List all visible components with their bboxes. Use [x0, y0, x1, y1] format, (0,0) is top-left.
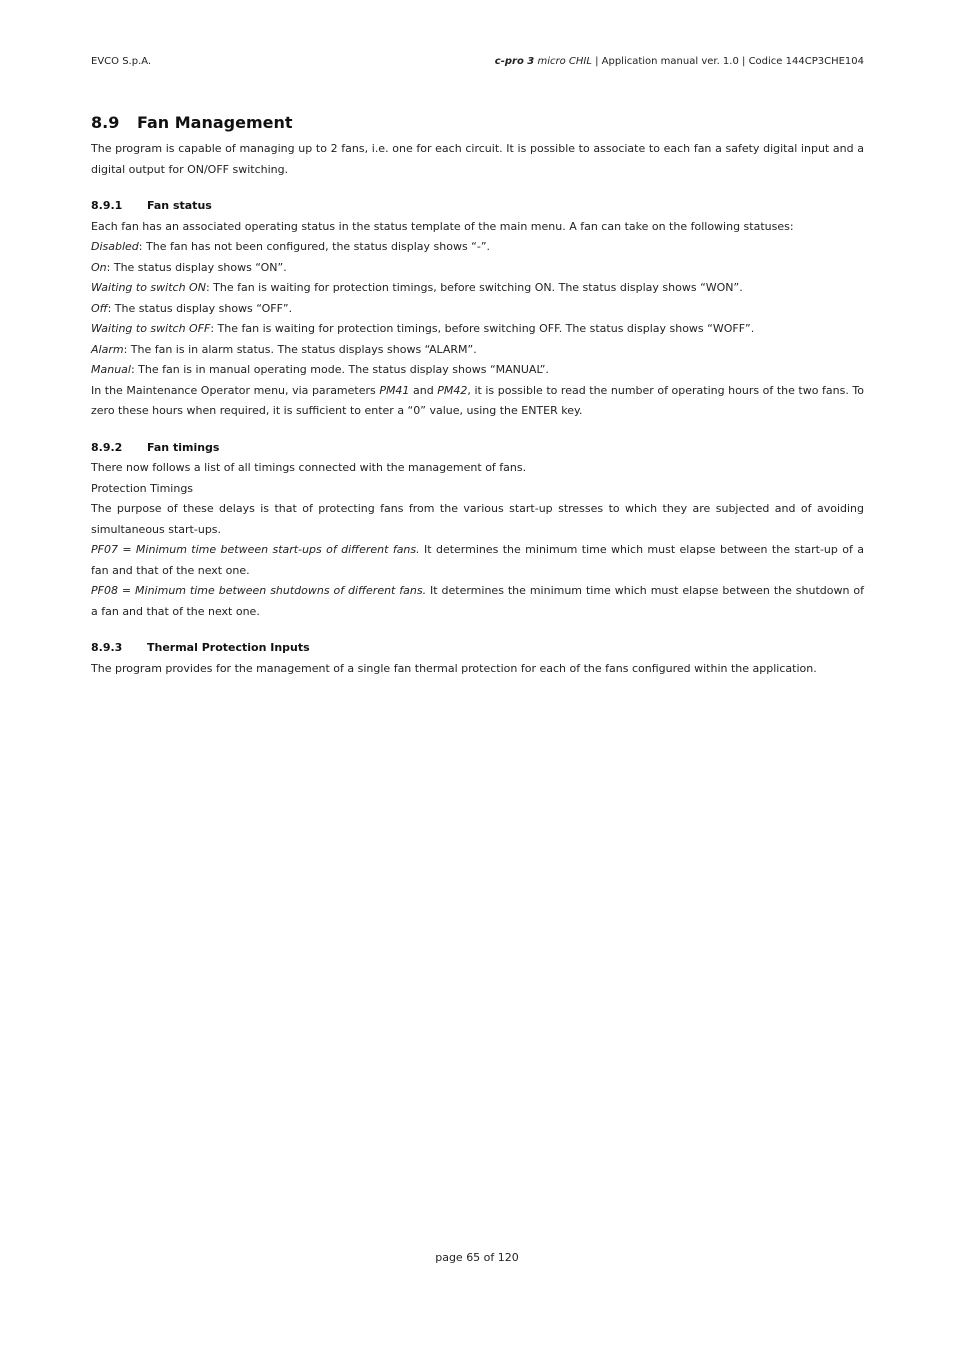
thermal-protection-text: The program provides for the management of a single fan thermal protection for each of the fans configured within the application.: [91, 661, 817, 675]
subsection-title: Thermal Protection Inputs: [147, 641, 310, 654]
subsection-number: 8.9.1: [91, 199, 123, 212]
fan-timings-intro: There now follows a list of all timings connected with the management of fans.: [91, 461, 527, 474]
subsection-number: 8.9.3: [91, 641, 123, 654]
status-desc: : The fan is waiting for protection timings, before switching OFF. The status display shows “WOFF”.: [210, 322, 755, 335]
status-item: [91, 360, 864, 381]
subsection-heading-thermal-protection: [91, 638, 864, 659]
protection-timings-desc: The purpose of these delays is that of protecting fans from the various start-up stresses to which they are subjected and of avoiding simultaneous start-ups.: [91, 502, 864, 536]
status-term: Off: [91, 301, 108, 315]
section-heading: [91, 113, 864, 133]
status-desc: : The fan is in manual operating mode. The status display shows “MANUAL”.: [130, 363, 549, 376]
protection-timings-label: Protection Timings: [91, 481, 194, 495]
status-term: Waiting to switch ON: [91, 281, 206, 294]
status-item: [91, 319, 864, 340]
parameter-pm41: PM41: [379, 383, 410, 397]
status-term: Alarm: [91, 342, 124, 356]
document-info: [495, 56, 864, 68]
subsection-heading-fan-status: [91, 196, 864, 217]
parameter-pm42: PM42: [437, 383, 468, 397]
status-item: [91, 258, 864, 279]
section-intro: The program is capable of managing up to 2 fans, i.e. one for each circuit. It is possible to associate to each fan a safety digital input and a digital output for ON/OFF switching.: [91, 142, 864, 176]
subsection-heading-fan-timings: [91, 438, 864, 459]
operating-hours-paragraph: In the Maintenance Operator menu, via parameters PM41 and PM42, it is possible to read the number of operating hours of the two fans. To zero these hours when required, it is sufficient to enter a “0” value, using the ENTER key.: [91, 383, 864, 417]
page-number: page 65 of 120: [435, 1251, 519, 1264]
status-item: [91, 299, 864, 320]
product-name-italic: micro CHIL: [537, 56, 592, 67]
status-item: [91, 340, 864, 361]
status-desc: : The status display shows “ON”.: [106, 260, 287, 274]
subsection-title: Fan status: [147, 199, 212, 212]
parameter-pf07: [91, 540, 864, 581]
parameter-term: PF08 = Minimum time between shutdowns of different fans.: [91, 584, 427, 597]
status-desc: : The status display shows “OFF”.: [107, 301, 293, 315]
subsection-title: Fan timings: [147, 440, 220, 454]
parameter-desc: It determines the minimum time which must elapse between the shutdown of a fan and that of the next one.: [91, 584, 864, 618]
parameter-term: PF07 = Minimum time between start-ups of different fans.: [91, 543, 420, 556]
status-term: Waiting to switch OFF: [91, 322, 211, 335]
parameter-desc: It determines the minimum time which must elapse between the start-up of a fan and that of the next one.: [91, 543, 864, 577]
status-desc: : The fan is waiting for protection timings, before switching ON. The status display shows “WON”.: [205, 281, 743, 294]
status-term: On: [91, 260, 107, 274]
section-number: 8.9: [91, 113, 120, 132]
status-term: Disabled: [91, 240, 139, 253]
parameter-pf08: [91, 581, 864, 622]
section-title: Fan Management: [137, 113, 293, 132]
subsection-number: 8.9.2: [91, 440, 123, 454]
product-name-bold: c-pro 3: [494, 56, 535, 67]
status-desc: : The fan is in alarm status. The status displays shows “ALARM”.: [123, 342, 477, 356]
page-content: [91, 113, 864, 679]
status-item: [91, 278, 864, 299]
fan-status-intro: Each fan has an associated operating status in the status template of the main menu. A fan can take on the following statuses:: [91, 219, 794, 233]
status-item: [91, 237, 864, 258]
manual-info: | Application manual ver. 1.0 | Codice 144CP3CHE104: [591, 56, 864, 67]
company-name: EVCO S.p.A.: [91, 56, 152, 67]
status-desc: : The fan has not been configured, the status display shows “-”.: [138, 240, 491, 253]
status-term: Manual: [91, 363, 131, 376]
